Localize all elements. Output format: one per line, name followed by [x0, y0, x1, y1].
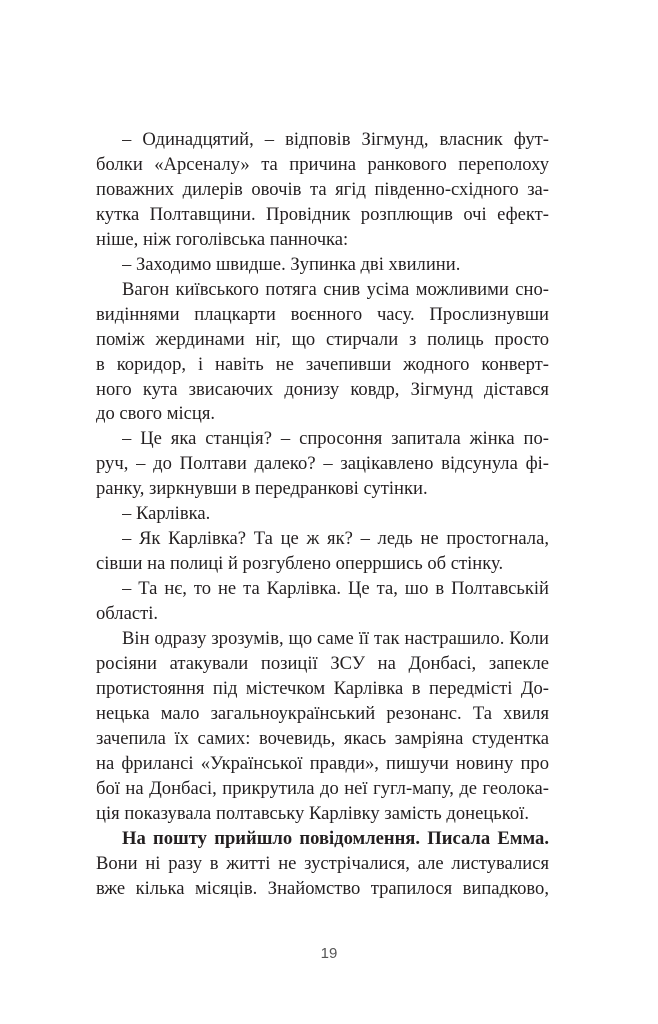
text-line: області. — [96, 603, 159, 624]
text-line: На пошту прийшло повідомлення. Писала Емма. — [122, 827, 549, 849]
text-line: руч, – до Полтави далеко? – зацікавлено відсунула фі- — [96, 453, 549, 475]
text-line: поважних дилерів овочів та ягід південно-східного за- — [96, 178, 549, 200]
text-line: зачепила їх самих: вочевидь, якась замріяна студентка — [96, 727, 549, 749]
text-line: Він одразу зрозумів, що саме її так настрашило. Коли — [122, 628, 549, 649]
text-line: вже кілька місяців. Знайомство трапилося випадково, — [96, 877, 549, 899]
text-line: ція показувала полтавську Карлівку замість донецької. — [96, 802, 529, 824]
text-line: сівши на полиці й розгублено оперршись об стінку. — [96, 553, 504, 575]
text-line: – Як Карлівка? Та це ж як? – ледь не простогнала, — [122, 528, 549, 550]
text-line: – Та нє, то не та Карлівка. Це та, шо в Полтавській — [122, 578, 549, 600]
text-line: видіннями плацкарти воєнного часу. Прослизнувши — [96, 303, 549, 325]
text-line: – Це яка станція? – спросоння запитала жінка по- — [122, 428, 549, 450]
text-line: бої на Донбасі, прикрутила до неї гугл-мапу, де геолока- — [96, 777, 549, 799]
text-line: Вагон київського потяга снив усіма можливими сно- — [122, 278, 549, 300]
text-line: – Карлівка. — [122, 503, 211, 525]
text-line: кутка Полтавщини. Провідник розплющив очі ефект- — [96, 203, 549, 225]
text-line: ранку, зиркнувши в передранкові сутінки. — [96, 478, 428, 500]
text-line: Вони ні разу в житті не зустрічалися, але листувалися — [96, 852, 549, 874]
text-line: росіяни атакували позиції ЗСУ на Донбасі, запекле — [96, 652, 549, 674]
text-line: протистояння під містечком Карлівка в передмісті До- — [96, 677, 549, 699]
text-line: – Заходимо швидше. Зупинка дві хвилини. — [122, 253, 461, 275]
text-line: на фрилансі «Української правди», пишучи новину про — [96, 752, 549, 774]
text-line: нецька мало загальноукраїнський резонанс. Та хвиля — [96, 702, 549, 724]
text-line: ніше, ніж гоголівська панночка: — [96, 228, 349, 250]
text-line: в коридор, і навіть не зачепивши жодного конверт- — [96, 353, 549, 375]
text-line: ного кута звисаючих донизу ковдр, Зігмунд дістався — [96, 378, 549, 400]
text-line: болки «Арсеналу» та причина ранкового переполоху — [96, 153, 549, 175]
text-line: до свого місця. — [96, 403, 216, 425]
page-number: 19 — [320, 945, 338, 962]
text-line: – Одинадцятий, – відповів Зігмунд, власник фут- — [122, 129, 549, 150]
text-line: поміж жердинами ніг, що стирчали з полиць просто — [96, 328, 549, 350]
